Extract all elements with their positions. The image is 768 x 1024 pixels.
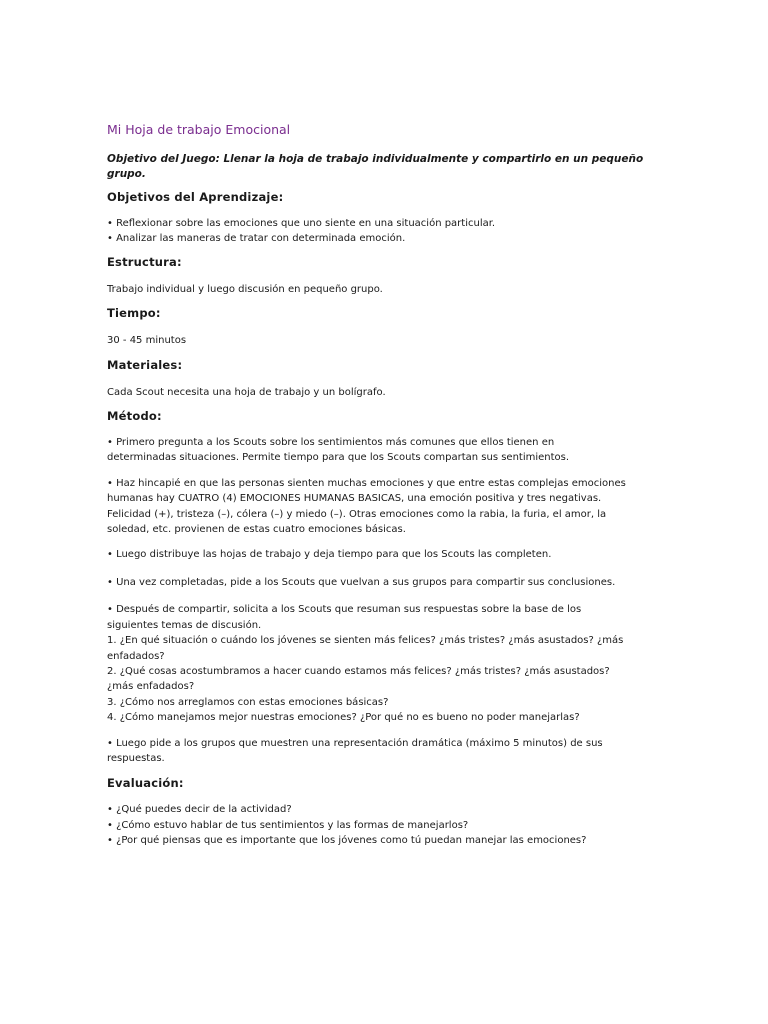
method-paragraph bbox=[107, 435, 667, 466]
evaluation-heading: Evaluación: bbox=[107, 776, 184, 791]
document-title: Mi Hoja de trabajo Emocional bbox=[107, 122, 291, 137]
method-paragraph bbox=[107, 602, 667, 725]
structure-text: Trabajo individual y luego discusión en pequeño grupo. bbox=[107, 283, 383, 295]
learning-objectives-list bbox=[107, 216, 667, 247]
text-line: ¿más enfadados? bbox=[107, 681, 195, 693]
text-line: siguientes temas de discusión. bbox=[107, 619, 262, 631]
method-paragraph bbox=[107, 476, 667, 538]
method-paragraph bbox=[107, 736, 667, 767]
method-heading: Método: bbox=[107, 409, 162, 424]
method-paragraph bbox=[107, 575, 667, 590]
document-content bbox=[107, 121, 667, 849]
materials-heading: Materiales: bbox=[107, 357, 183, 372]
text-line: 1. ¿En qué situación o cuándo los jóvenes se sienten más felices? ¿más tristes? ¿más asustados? ¿más bbox=[107, 635, 624, 647]
list-item: • ¿Cómo estuvo hablar de tus sentimientos y las formas de manejarlos? bbox=[107, 819, 469, 831]
text-line: enfadados? bbox=[107, 650, 165, 662]
text-line: • Una vez completadas, pide a los Scouts que vuelvan a sus grupos para compartir sus conclusiones. bbox=[107, 576, 616, 588]
text-line: determinadas situaciones. Permite tiempo para que los Scouts compartan sus sentimientos. bbox=[107, 452, 570, 464]
time-text: 30 - 45 minutos bbox=[107, 335, 187, 347]
game-objective: Objetivo del Juego: Llenar la hoja de trabajo individualmente y compartirlo en un pequeño grupo. bbox=[107, 153, 644, 180]
list-item: • ¿Por qué piensas que es importante que los jóvenes como tú puedan manejar las emociones? bbox=[107, 835, 587, 847]
evaluation-list bbox=[107, 802, 667, 848]
text-line: 4. ¿Cómo manejamos mejor nuestras emociones? ¿Por qué no es bueno no poder manejarlas? bbox=[107, 712, 580, 724]
method-paragraph bbox=[107, 547, 667, 562]
text-line: • Después de compartir, solicita a los Scouts que resuman sus respuestas sobre la base de los bbox=[107, 604, 582, 616]
text-line: 2. ¿Qué cosas acostumbramos a hacer cuando estamos más felices? ¿más tristes? ¿más asustados? bbox=[107, 665, 610, 677]
structure-heading: Estructura: bbox=[107, 254, 182, 269]
list-item: • Analizar las maneras de tratar con determinada emoción. bbox=[107, 233, 406, 245]
time-heading: Tiempo: bbox=[107, 306, 161, 321]
text-line: humanas hay CUATRO (4) EMOCIONES HUMANAS BASICAS, una emoción positiva y tres negativas. bbox=[107, 493, 602, 505]
list-item: • ¿Qué puedes decir de la actividad? bbox=[107, 804, 292, 816]
materials-text: Cada Scout necesita una hoja de trabajo y un bolígrafo. bbox=[107, 386, 386, 398]
text-line: • Haz hincapié en que las personas sienten muchas emociones y que entre estas complejas emociones bbox=[107, 477, 626, 489]
list-item: • Reflexionar sobre las emociones que uno siente en una situación particular. bbox=[107, 218, 496, 229]
text-line: • Luego pide a los grupos que muestren una representación dramática (máximo 5 minutos) de sus bbox=[107, 737, 603, 749]
text-line: Felicidad (+), tristeza (–), cólera (–) y miedo (–). Otras emociones como la rabia, la furia, el amor, la bbox=[107, 508, 607, 520]
learning-objectives-heading: Objetivos del Aprendizaje: bbox=[107, 190, 284, 204]
text-line: respuestas. bbox=[107, 752, 165, 764]
text-line: 3. ¿Cómo nos arreglamos con estas emociones básicas? bbox=[107, 696, 389, 708]
text-line: • Primero pregunta a los Scouts sobre los sentimientos más comunes que ellos tienen en bbox=[107, 437, 555, 449]
text-line: soledad, etc. provienen de estas cuatro emociones básicas. bbox=[107, 524, 406, 536]
text-line: • Luego distribuye las hojas de trabajo y deja tiempo para que los Scouts las completen. bbox=[107, 549, 552, 561]
